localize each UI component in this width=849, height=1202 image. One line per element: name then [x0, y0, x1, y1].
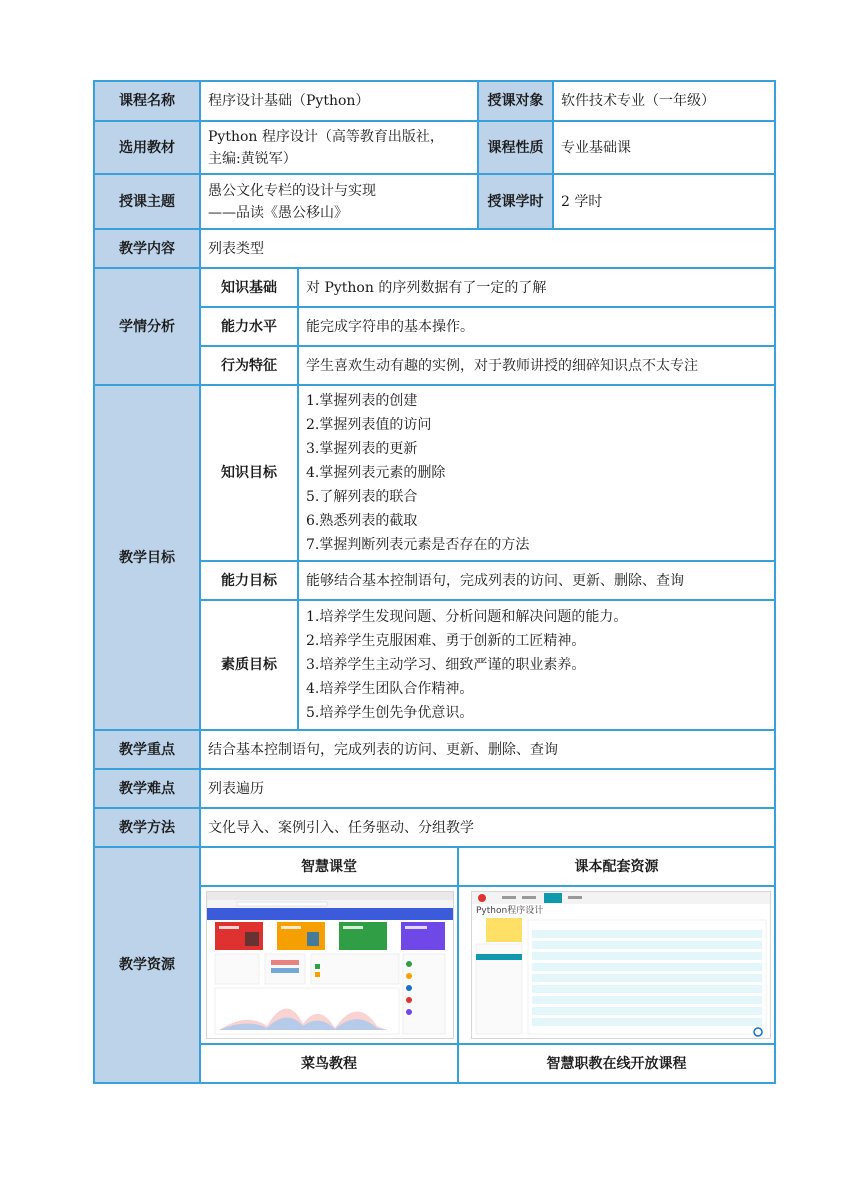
ability-objective-value: 能够结合基本控制语句，完成列表的访问、更新、删除、查询	[299, 562, 774, 599]
content-value: 列表类型	[201, 230, 774, 267]
topic-label: 授课主题	[95, 175, 199, 228]
resource-textbook-label: 课本配套资源	[459, 848, 774, 885]
smart-classroom-screenshot	[206, 891, 454, 1039]
quality-objective-label: 素质目标	[201, 601, 297, 729]
knowledge-objective-label: 知识目标	[201, 386, 297, 560]
textbook-screenshot-cell	[459, 887, 774, 1043]
list-item: 6.熟悉列表的截取	[306, 513, 418, 529]
content-label: 教学内容	[95, 230, 199, 267]
resource-smart-classroom-label: 智慧课堂	[201, 848, 457, 885]
difficulty-label: 教学难点	[95, 770, 199, 807]
list-item: 3.培养学生主动学习、细致严谨的职业素养。	[306, 657, 586, 673]
list-item: 3.掌握列表的更新	[306, 441, 418, 457]
dashboard-illustration	[207, 892, 453, 1038]
hours-value: 2 学时	[554, 175, 774, 228]
textbook-label: 选用教材	[95, 122, 199, 173]
resource-mooc-label: 智慧职教在线开放课程	[459, 1045, 774, 1082]
knowledge-base-value: 对 Python 的序列数据有了一定的了解	[299, 269, 774, 306]
topic-line-1: 愚公文化专栏的设计与实现	[208, 182, 376, 199]
ability-level-value: 能完成字符串的基本操作。	[299, 308, 774, 345]
methods-label: 教学方法	[95, 809, 199, 846]
objectives-label: 教学目标	[95, 386, 199, 729]
textbook-value	[201, 122, 477, 173]
course-page-title: Python程序设计	[476, 906, 544, 916]
ability-objective-label: 能力目标	[201, 562, 297, 599]
behavior-value: 学生喜欢生动有趣的实例，对于教师讲授的细碎知识点不太专注	[299, 347, 774, 384]
key-points-value: 结合基本控制语句，完成列表的访问、更新、删除、查询	[201, 731, 774, 768]
list-item: 2.掌握列表值的访问	[306, 417, 432, 433]
audience-value: 软件技术专业（一年级）	[554, 82, 774, 120]
textbook-screenshot	[471, 891, 771, 1039]
knowledge-base-label: 知识基础	[201, 269, 297, 306]
hours-label: 授课学时	[479, 175, 552, 228]
list-item: 5.培养学生创先争优意识。	[306, 705, 474, 721]
list-item: 7.掌握判断列表元素是否存在的方法	[306, 537, 530, 553]
quality-objective-list	[299, 601, 774, 729]
list-item: 1.掌握列表的创建	[306, 393, 418, 409]
textbook-line-1: Python 程序设计（高等教育出版社，	[208, 128, 444, 145]
ability-level-label: 能力水平	[201, 308, 297, 345]
methods-value: 文化导入、案例引入、任务驱动、分组教学	[201, 809, 774, 846]
list-item: 2.培养学生克服困难、勇于创新的工匠精神。	[306, 633, 586, 649]
analysis-label: 学情分析	[95, 269, 199, 384]
course-name-value: 程序设计基础（Python）	[201, 82, 477, 120]
behavior-label: 行为特征	[201, 347, 297, 384]
resources-label: 教学资源	[95, 848, 199, 1082]
topic-line-2: ——品读《愚公移山》	[208, 204, 348, 221]
lesson-plan-table	[93, 80, 776, 1084]
list-item: 1.培养学生发现问题、分析问题和解决问题的能力。	[306, 609, 628, 625]
course-type-value: 专业基础课	[554, 122, 774, 173]
difficulty-value: 列表遍历	[201, 770, 774, 807]
list-item: 4.培养学生团队合作精神。	[306, 681, 474, 697]
list-item: 4.掌握列表元素的删除	[306, 465, 446, 481]
topic-value	[201, 175, 477, 228]
resource-runoob-label: 菜鸟教程	[201, 1045, 457, 1082]
textbook-line-2: 主编:黄锐军）	[208, 150, 297, 167]
key-points-label: 教学重点	[95, 731, 199, 768]
knowledge-objective-list	[299, 386, 774, 560]
list-item: 5.了解列表的联合	[306, 489, 418, 505]
audience-label: 授课对象	[479, 82, 552, 120]
course-name-label: 课程名称	[95, 82, 199, 120]
smart-classroom-screenshot-cell	[201, 887, 457, 1043]
course-type-label: 课程性质	[479, 122, 552, 173]
